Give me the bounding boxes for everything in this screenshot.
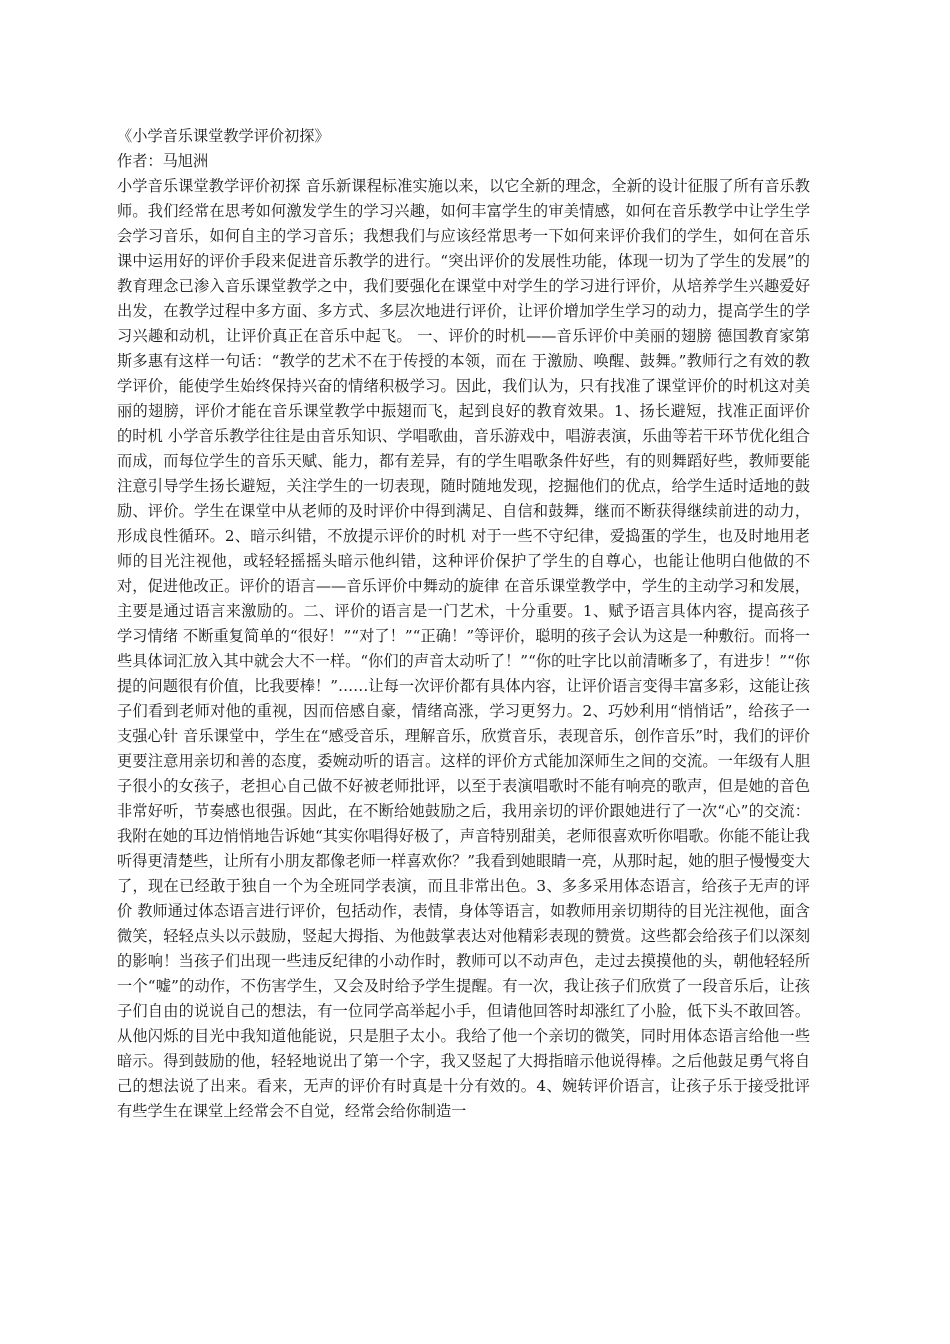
document-page [117,124,810,1124]
author-line: 作者：马旭洲 [117,152,209,170]
document-title: 《小学音乐课堂教学评价初探》 [117,127,330,145]
body-paragraph: 小学音乐课堂教学评价初探 音乐新课程标准实施以来，以它全新的理念，全新的设计征服了所有音乐教师。我们经常在思考如何激发学生的学习兴趣，如何丰富学生的审美情感，如何在音乐教学中让学生学会学习音乐，如何自主的学习音乐；我想我们与应该经常思考一下如何来评价我们的学生，如何在音乐课中运用好的评价手段来促进音乐教学的进行。“突出评价的发展性功能，体现一切为了学生的发展”的教育理念已渗入音乐课堂教学之中，我们要强化在课堂中对学生的学习进行评价，从培养学生兴趣爱好出发，在教学过程中多方面、多方式、多层次地进行评价，让评价增加学生学习的动力，提高学生的学习兴趣和动机，让评价真正在音乐中起飞。 一、评价的时机——音乐评价中美丽的翅膀 德国教育家第斯多惠有这样一句话：“教学的艺术不在于传授的本领，而在 于激励、唤醒、鼓舞。”教师行之有效的教学评价，能使学生始终保持兴奋的情绪积极学习。因此，我们认为，只有找准了课堂评价的时机这对美丽的翅膀，评价才能在音乐课堂教学中振翅而飞，起到良好的教育效果。1、扬长避短，找准正面评价的时机 小学音乐教学往往是由音乐知识、学唱歌曲，音乐游戏中，唱游表演，乐曲等若干环节优化组合而成，而每位学生的音乐天赋、能力，都有差异，有的学生唱歌条件好些，有的则舞蹈好些，教师要能注意引导学生扬长避短，关注学生的一切表现，随时随地发现，挖掘他们的优点，给学生适时适地的鼓励、评价。学生在课堂中从老师的及时评价中得到满足、自信和鼓舞，继而不断获得继续前进的动力，形成良性循环。2、暗示纠错，不放提示评价的时机 对于一些不守纪律，爱捣蛋的学生，也及时地用老师的目光注视他，或轻轻摇摇头暗示他纠错，这种评价保护了学生的自尊心，也能让他明白他做的不对，促进他改正。评价的语言——音乐评价中舞动的旋律 在音乐课堂教学中，学生的主动学习和发展，主要是通过语言来激励的。二、评价的语言是一门艺术，十分重要。1、赋予语言具体内容，提高孩子学习情绪 不断重复简单的“很好！”“对了！”“正确！”等评价，聪明的孩子会认为这是一种敷衍。而将一些具体词汇放入其中就会大不一样。“你们的声音太动听了！”“你的吐字比以前清晰多了，有进步！”“你提的问题很有价值，比我要棒！”……让每一次评价都有具体内容，让评价语言变得丰富多彩，这能让孩子们看到老师对他的重视，因而倍感自豪，情绪高涨，学习更努力。2、巧妙利用“悄悄话”，给孩子一支强心针 音乐课堂中，学生在“感受音乐，理解音乐，欣赏音乐，表现音乐，创作音乐”时，我们的评价更要注意用亲切和善的态度，委婉动听的语言。这样的评价方式能加深师生之间的交流。一年级有人胆子很小的女孩子，老担心自己做不好被老师批评，以至于表演唱歌时不能有响亮的歌声，但是她的音色非常好听，节奏感也很强。因此，在不断给她鼓励之后，我用亲切的评价跟她进行了一次“心”的交流：我附在她的耳边悄悄地告诉她“其实你唱得好极了，声音特别甜美，老师很喜欢听你唱歌。你能不能让我听得更清楚些，让所有小朋友都像老师一样喜欢你？”我看到她眼睛一亮，从那时起，她的胆子慢慢变大了，现在已经敢于独自一个为全班同学表演，而且非常出色。3、多多采用体态语言，给孩子无声的评价 教师通过体态语言进行评价，包括动作，表情，身体等语言，如教师用亲切期待的目光注视他，面含微笑，轻轻点头以示鼓励，竖起大拇指、为他鼓掌表达对他精彩表现的赞赏。这些都会给孩子们以深刻的影响！当孩子们出现一些违反纪律的小动作时，教师可以不动声色，走过去摸摸他的头，朝他轻轻所一个“嘘”的动作，不伤害学生，又会及时给予学生提醒。有一次，我让孩子们欣赏了一段音乐后，让孩子们自由的说说自己的想法，有一位同学高举起小手，但请他回答时却涨红了小脸，低下头不敢回答。从他闪烁的目光中我知道他能说，只是胆子太小。我给了他一个亲切的微笑，同时用体态语言给他一些暗示。得到鼓励的他，轻轻地说出了第一个字，我又竖起了大拇指暗示他说得棒。之后他鼓足勇气将自己的想法说了出来。看来，无声的评价有时真是十分有效的。4、婉转评价语言，让孩子乐于接受批评 有些学生在课堂上经常会不自觉，经常会给你制造一 [117,177,810,1120]
